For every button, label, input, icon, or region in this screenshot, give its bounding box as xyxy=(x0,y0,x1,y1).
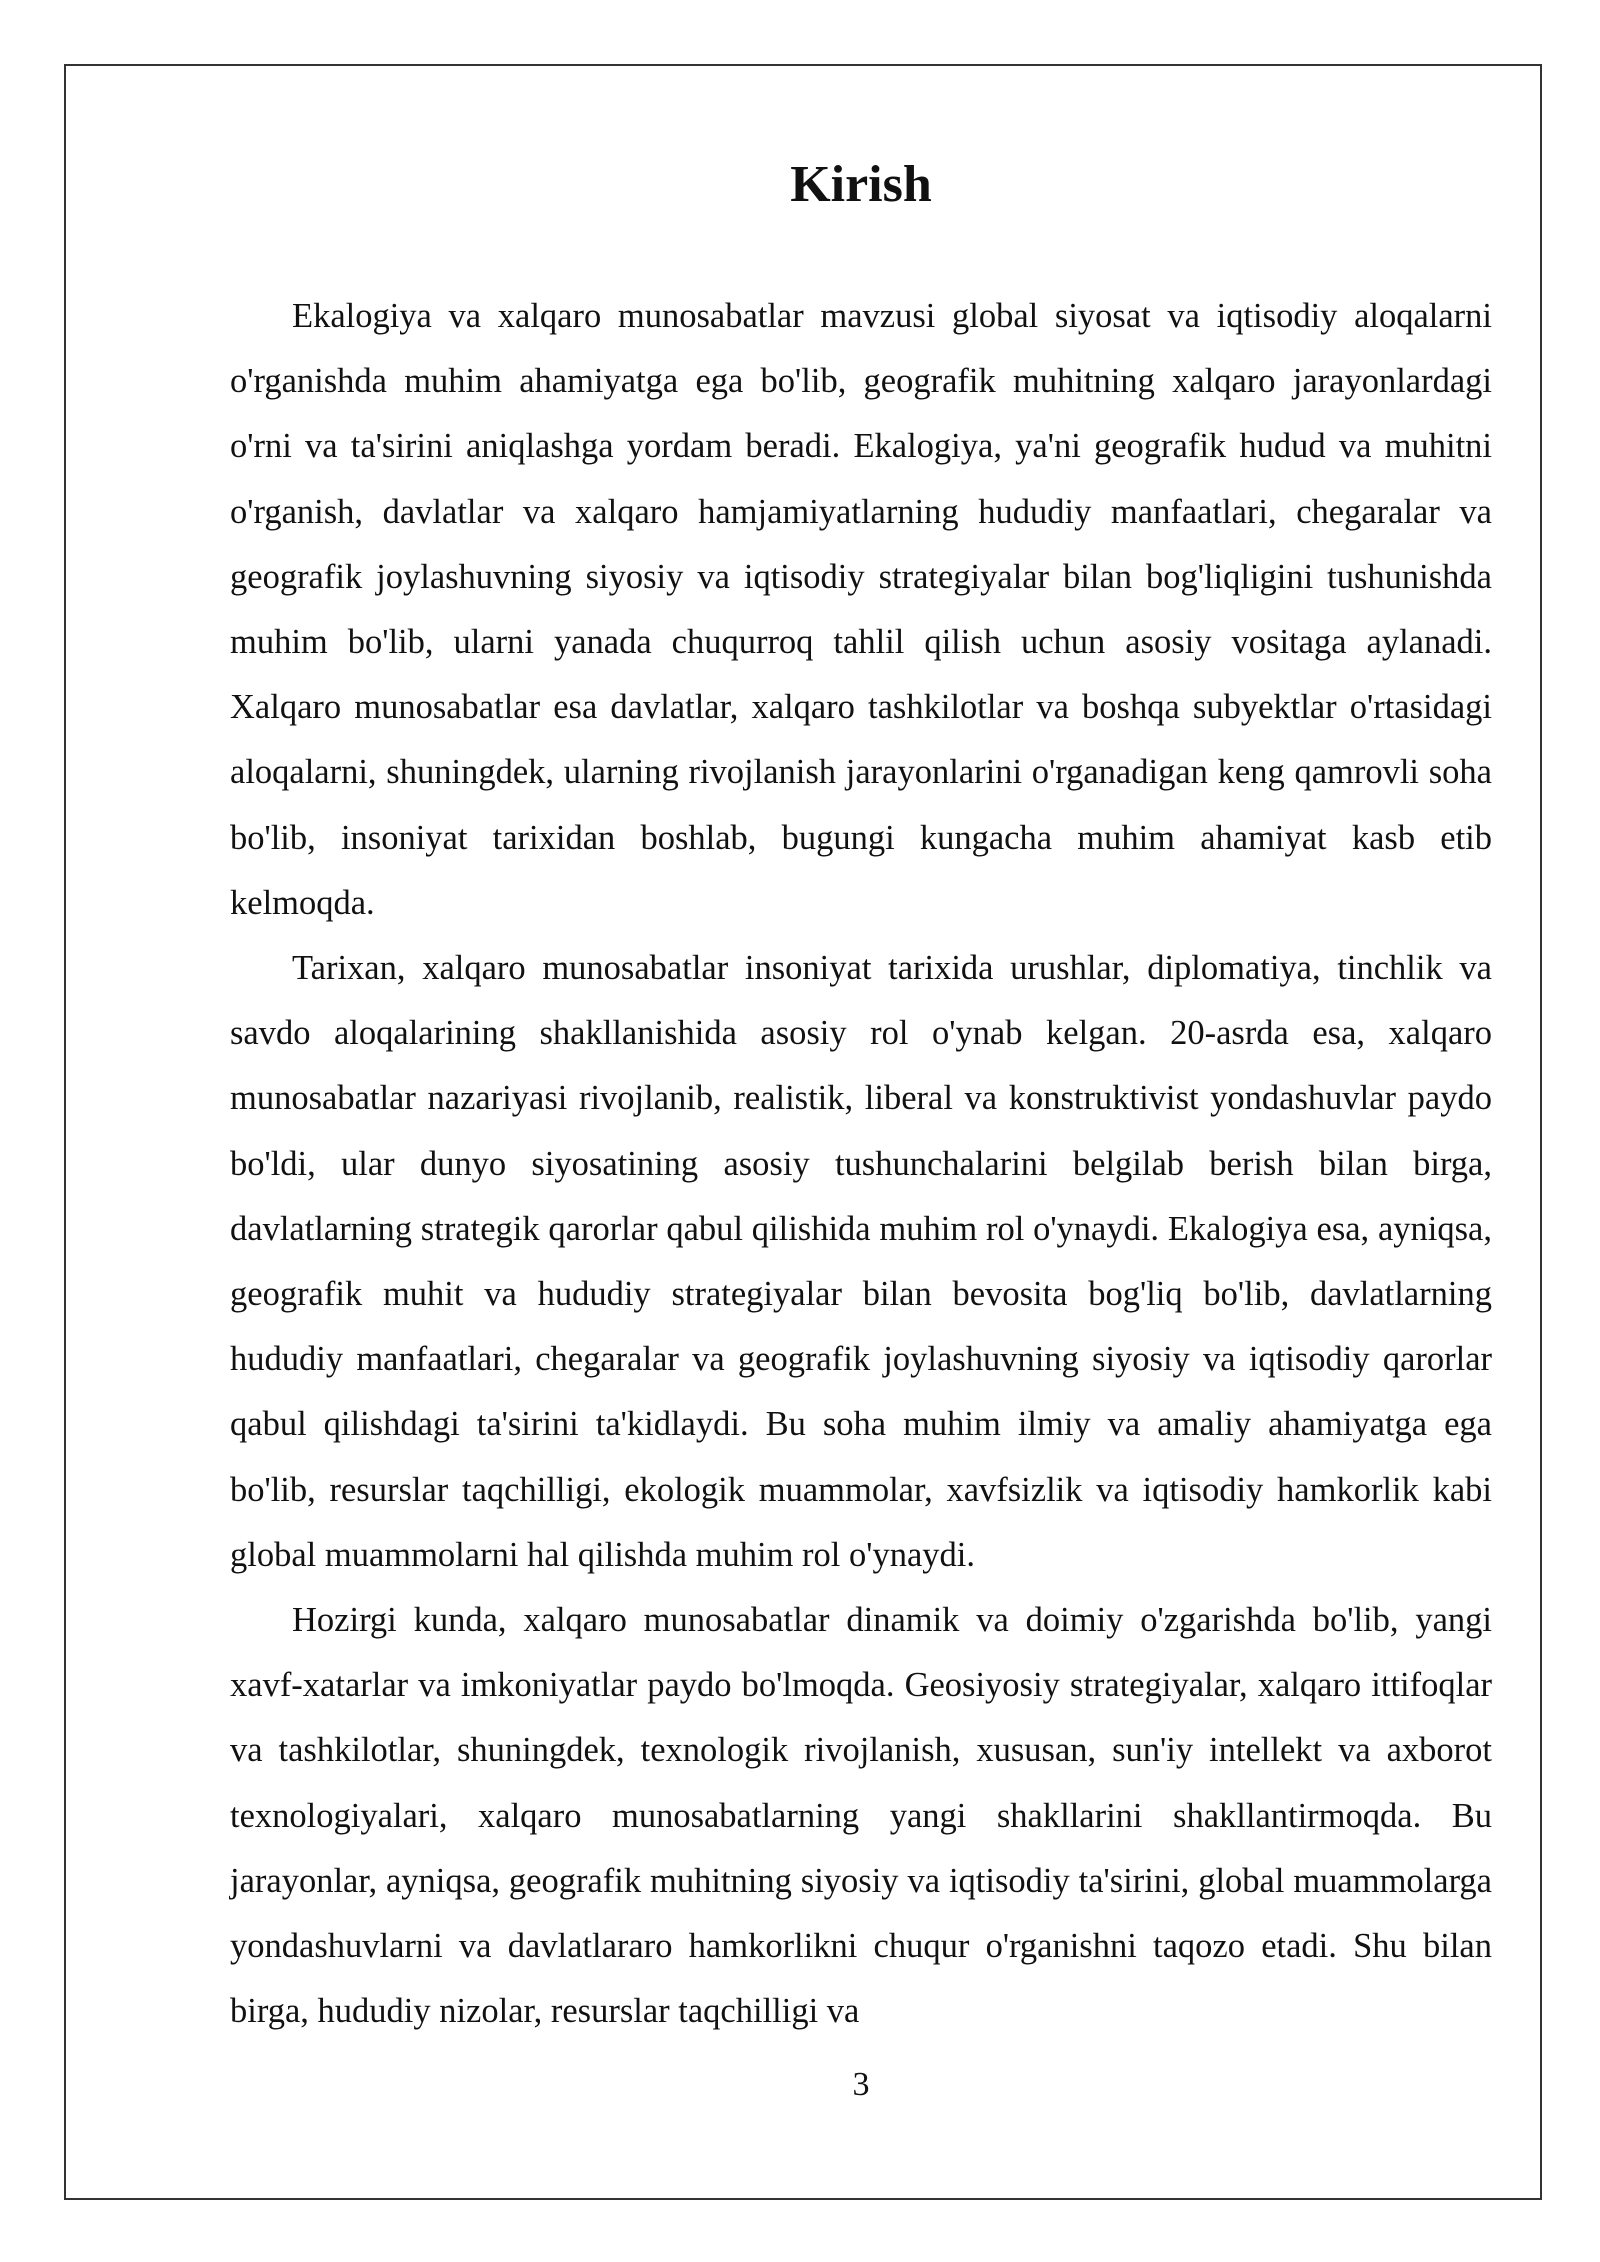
page-title: Kirish xyxy=(790,156,932,213)
paragraph-3: Hozirgi kunda, xalqaro munosabatlar dinamik va doimiy o'zgarishda bo'lib, yangi xavf-xatarlar va imkoniyatlar paydo bo'lmoqda. Geosiyosiy strategiyalar, xalqaro ittifoqlar va tashkilotlar, shuningdek, texnologik rivojlanish, xususan, sun'iy intellekt va axborot texnologiyalari, xalqaro munosabatlarning yangi shakllarini shakllantirmoqda. Bu jarayonlar, ayniqsa, geografik muhitning siyosiy va iqtisodiy ta'sirini, global muammolarga yondashuvlarni va davlatlararo hamkorlikni chuqur o'rganishni taqozo etadi. Shu bilan birga, hududiy nizolar, resurslar taqchilligi va xyxy=(230,1601,1492,2031)
paragraph-2: Tarixan, xalqaro munosabatlar insoniyat tarixida urushlar, diplomatiya, tinchlik va savdo aloqalarining shakllanishida asosiy rol o'ynab kelgan. 20-asrda esa, xalqaro munosabatlar nazariyasi rivojlanib, realistik, liberal va konstruktivist yondashuvlar paydo bo'ldi, ular dunyo siyosatining asosiy tushunchalarini belgilab berish bilan birga, davlatlarning strategik qarorlar qabul qilishida muhim rol o'ynaydi. Ekalogiya esa, ayniqsa, geografik muhit va hududiy strategiyalar bilan bevosita bog'liq bo'lib, davlatlarning hududiy manfaatlari, chegaralar va geografik joylashuvning siyosiy va iqtisodiy qarorlar qabul qilishdagi ta'sirini ta'kidlaydi. Bu soha muhim ilmiy va amaliy ahamiyatga ega bo'lib, resurslar taqchilligi, ekologik muammolar, xavfsizlik va iqtisodiy hamkorlik kabi global muammolarni hal qilishda muhim rol o'ynaydi. xyxy=(230,949,1492,1574)
page-number: 3 xyxy=(852,2066,870,2103)
body-text xyxy=(230,284,1492,2044)
paragraph-1: Ekalogiya va xalqaro munosabatlar mavzusi global siyosat va iqtisodiy aloqalarni o'rganishda muhim ahamiyatga ega bo'lib, geografik muhitning xalqaro jarayonlardagi o'rni va ta'sirini aniqlashga yordam beradi. Ekalogiya, ya'ni geografik hudud va muhitni o'rganish, davlatlar va xalqaro hamjamiyatlarning hududiy manfaatlari, chegaralar va geografik joylashuvning siyosiy va iqtisodiy strategiyalar bilan bog'liqligini tushunishda muhim bo'lib, ularni yanada chuqurroq tahlil qilish uchun asosiy vositaga aylanadi. Xalqaro munosabatlar esa davlatlar, xalqaro tashkilotlar va boshqa subyektlar o'rtasidagi aloqalarni, shuningdek, ularning rivojlanish jarayonlarini o'rganadigan keng qamrovli soha bo'lib, insoniyat tarixidan boshlab, bugungi kungacha muhim ahamiyat kasb etib kelmoqda. xyxy=(230,297,1492,922)
